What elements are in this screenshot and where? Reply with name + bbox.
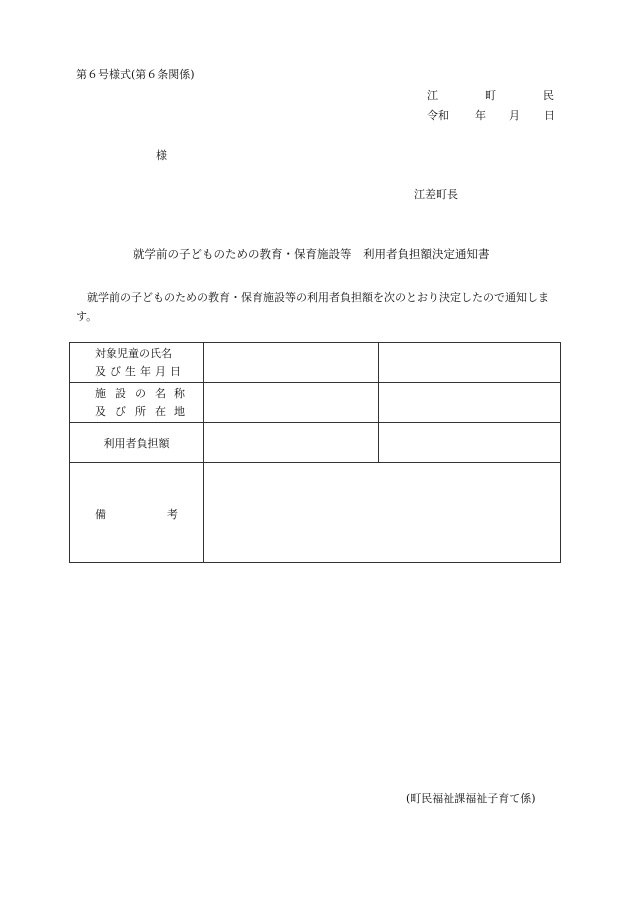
- footer-department: (町民福祉課福祉子育て係): [406, 792, 536, 805]
- cell-remarks-value[interactable]: [204, 463, 561, 563]
- date-day: 日: [544, 109, 555, 122]
- date-year: 年: [475, 109, 486, 122]
- form-number: 第６号様式(第６条関係): [76, 68, 195, 81]
- label-char: 称: [174, 386, 185, 400]
- cell-burden-value-2[interactable]: [379, 423, 561, 463]
- label-char: 及: [95, 364, 106, 378]
- body-text: 就学前の子どものための教育・保育施設等の利用者負担額を次のとおり決定したので通知します。: [76, 291, 549, 323]
- info-table: [69, 342, 561, 563]
- label-char: 及: [95, 404, 106, 418]
- label-char: 月: [155, 364, 166, 378]
- label-char: 年: [140, 364, 151, 378]
- cell-child-value-1[interactable]: [204, 343, 379, 383]
- label-char: 生: [125, 364, 136, 378]
- label-text: 対象児童の氏名: [95, 346, 172, 360]
- document-title: 就学前の子どものための教育・保育施設等 利用者負担額決定通知書: [133, 247, 490, 261]
- label-char: 所: [135, 404, 146, 418]
- recipient-class: [427, 87, 555, 101]
- recipient-class-char: 民: [543, 89, 554, 102]
- date-era: 令和: [427, 109, 449, 122]
- issuer: 江差町長: [414, 188, 458, 201]
- addressee-suffix: 様: [156, 149, 167, 162]
- table-row-facility: [70, 383, 561, 423]
- label-char: 施: [95, 386, 106, 400]
- table-row-burden: [70, 423, 561, 463]
- label-remarks: [70, 463, 204, 563]
- cell-facility-value-1[interactable]: [204, 383, 379, 423]
- label-facility-name-address: [70, 383, 204, 423]
- date-line: [427, 107, 555, 121]
- recipient-class-char: 江: [427, 89, 438, 102]
- label-user-burden: 利用者負担額: [70, 423, 204, 463]
- label-char: 備: [95, 508, 106, 521]
- label-char: 日: [170, 364, 181, 378]
- table-row-remarks: [70, 463, 561, 563]
- cell-burden-value-1[interactable]: [204, 423, 379, 463]
- label-char: の: [135, 386, 146, 400]
- cell-facility-value-2[interactable]: [379, 383, 561, 423]
- label-char: 地: [174, 404, 185, 418]
- date-month: 月: [509, 109, 520, 122]
- label-char: 名: [155, 386, 166, 400]
- label-char: び: [115, 404, 126, 418]
- label-char: 在: [155, 404, 166, 418]
- recipient-class-char: 町: [485, 89, 496, 102]
- cell-child-value-2[interactable]: [379, 343, 561, 383]
- label-char: 考: [167, 508, 178, 521]
- label-char: 設: [115, 386, 126, 400]
- label-child-name-birth: [70, 343, 204, 383]
- label-char: び: [110, 364, 121, 378]
- table-row-child: [70, 343, 561, 383]
